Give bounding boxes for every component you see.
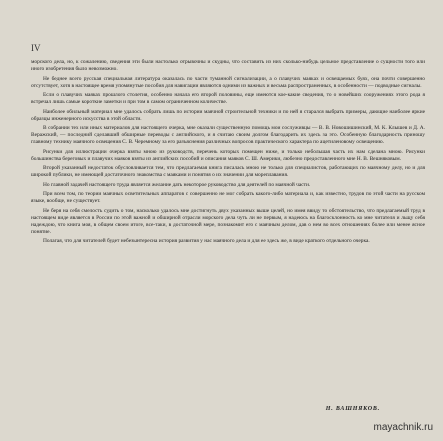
paragraph: Рисунки для иллюстрации очерка взяты мною из руководств, перечень которых помещен ниже, и только небольшая часть их нам сделана мною. Рисунки большинства береговых и плавучих маяков взяты из английских пособий и описания маяков С. Ш. Америки, любезно предоставленного мне Н. В. Вешняковым. — [31, 148, 425, 162]
watermark: mayachnik.ru — [373, 422, 433, 433]
paragraph: В собрании тех или иных материалов для настоящего очерка, мне оказали существенную помощь мои сослуживцы — В. В. Новошишинский, М. К. Клышев и Д. А. Веражский, — последний сделавший обширные переводы с английского, и я считаю своим долгом благодарить их здесь за это. Особенную благодарность приношу главному технику маячного освещения С. В. Черемному за его разъяснения различных вопросов практического характера по ацетиленовому освещению. — [31, 125, 425, 146]
page-number: IV — [31, 43, 41, 53]
author-signature: Н. ВАШНЯКОВ. — [325, 406, 380, 412]
paragraph: Но главной задачей настоящего труда является желание дать некоторое руководство для деятелей по маячной части. — [43, 181, 311, 188]
paragraph: Второй указанный недостаток обусловливается тем, что предлагаемая книга писалась мною не только для специалистов, работающих по маячному делу, но и для широкой публики, не имеющей достаточного знакомства с маяками и понятия о их значении для мореплавания. — [31, 165, 425, 179]
text-body — [31, 59, 425, 248]
paragraph: Если о плавучих маяках прошлого столетия, особенно начала его второй половины, еще имеются кое-какие сведения, то о новейших сооружениях этого рода я встречал лишь самые короткие заметки и при том в самом ограниченном количестве. — [31, 92, 425, 106]
paragraph: Полагая, что для читателей будет небезынтересна история развития у нас маячного дела и для ее здесь же, в виде краткого отдельного очерка. — [43, 238, 370, 245]
paragraph: Не беднее всего русская специальная литература оказалась по части туманной сигнализации, а о плавучих маяках и освещаемых буях, она почти совершенно отсутствует, хотя в настоящее время упомянутые пособия для навигации являются одними из важных и весьма распространенных, в особенности — подводные сигналы. — [31, 75, 425, 89]
paragraph: морского дела, но, к сожалению, сведения эти были настолько отрывочны и скудны, что составить из них сколько-нибудь цельное представление о сущности того или иного изобретения было невозможно. — [31, 59, 425, 73]
paragraph: Наиболее обильный материал мне удалось собрать лишь по истории маячной строительной техники и по ней я старался выбрать примеры, дающие наиболее яркие образцы инженерного искусства в этой области. — [31, 108, 425, 122]
paragraph: Не беря на себя смелость судить о том, насколько удалось мне достигнуть двух указанных выше целей, но имея ввиду то обстоятельство, что предлагаемый труд в настоящем виде является в России по этой важной и обширной отрасли морского дела чуть ли не первым, я надеюсь на благосклонность ко мне читателя и льщу себя надеждою, что книга моя, в общем своем итоге, все-таки, в достаточной мере, познакомит его с маячным делом, дав о нем во всех отношениях более или менее ясное понятие. — [31, 207, 425, 235]
paragraph: При всем том, по теории маячных осветительных аппаратов с совершенно не мог собрать какого-либо материала и, как известно, трудов по этой части на русском языке, вообще, не существует. — [31, 191, 425, 205]
